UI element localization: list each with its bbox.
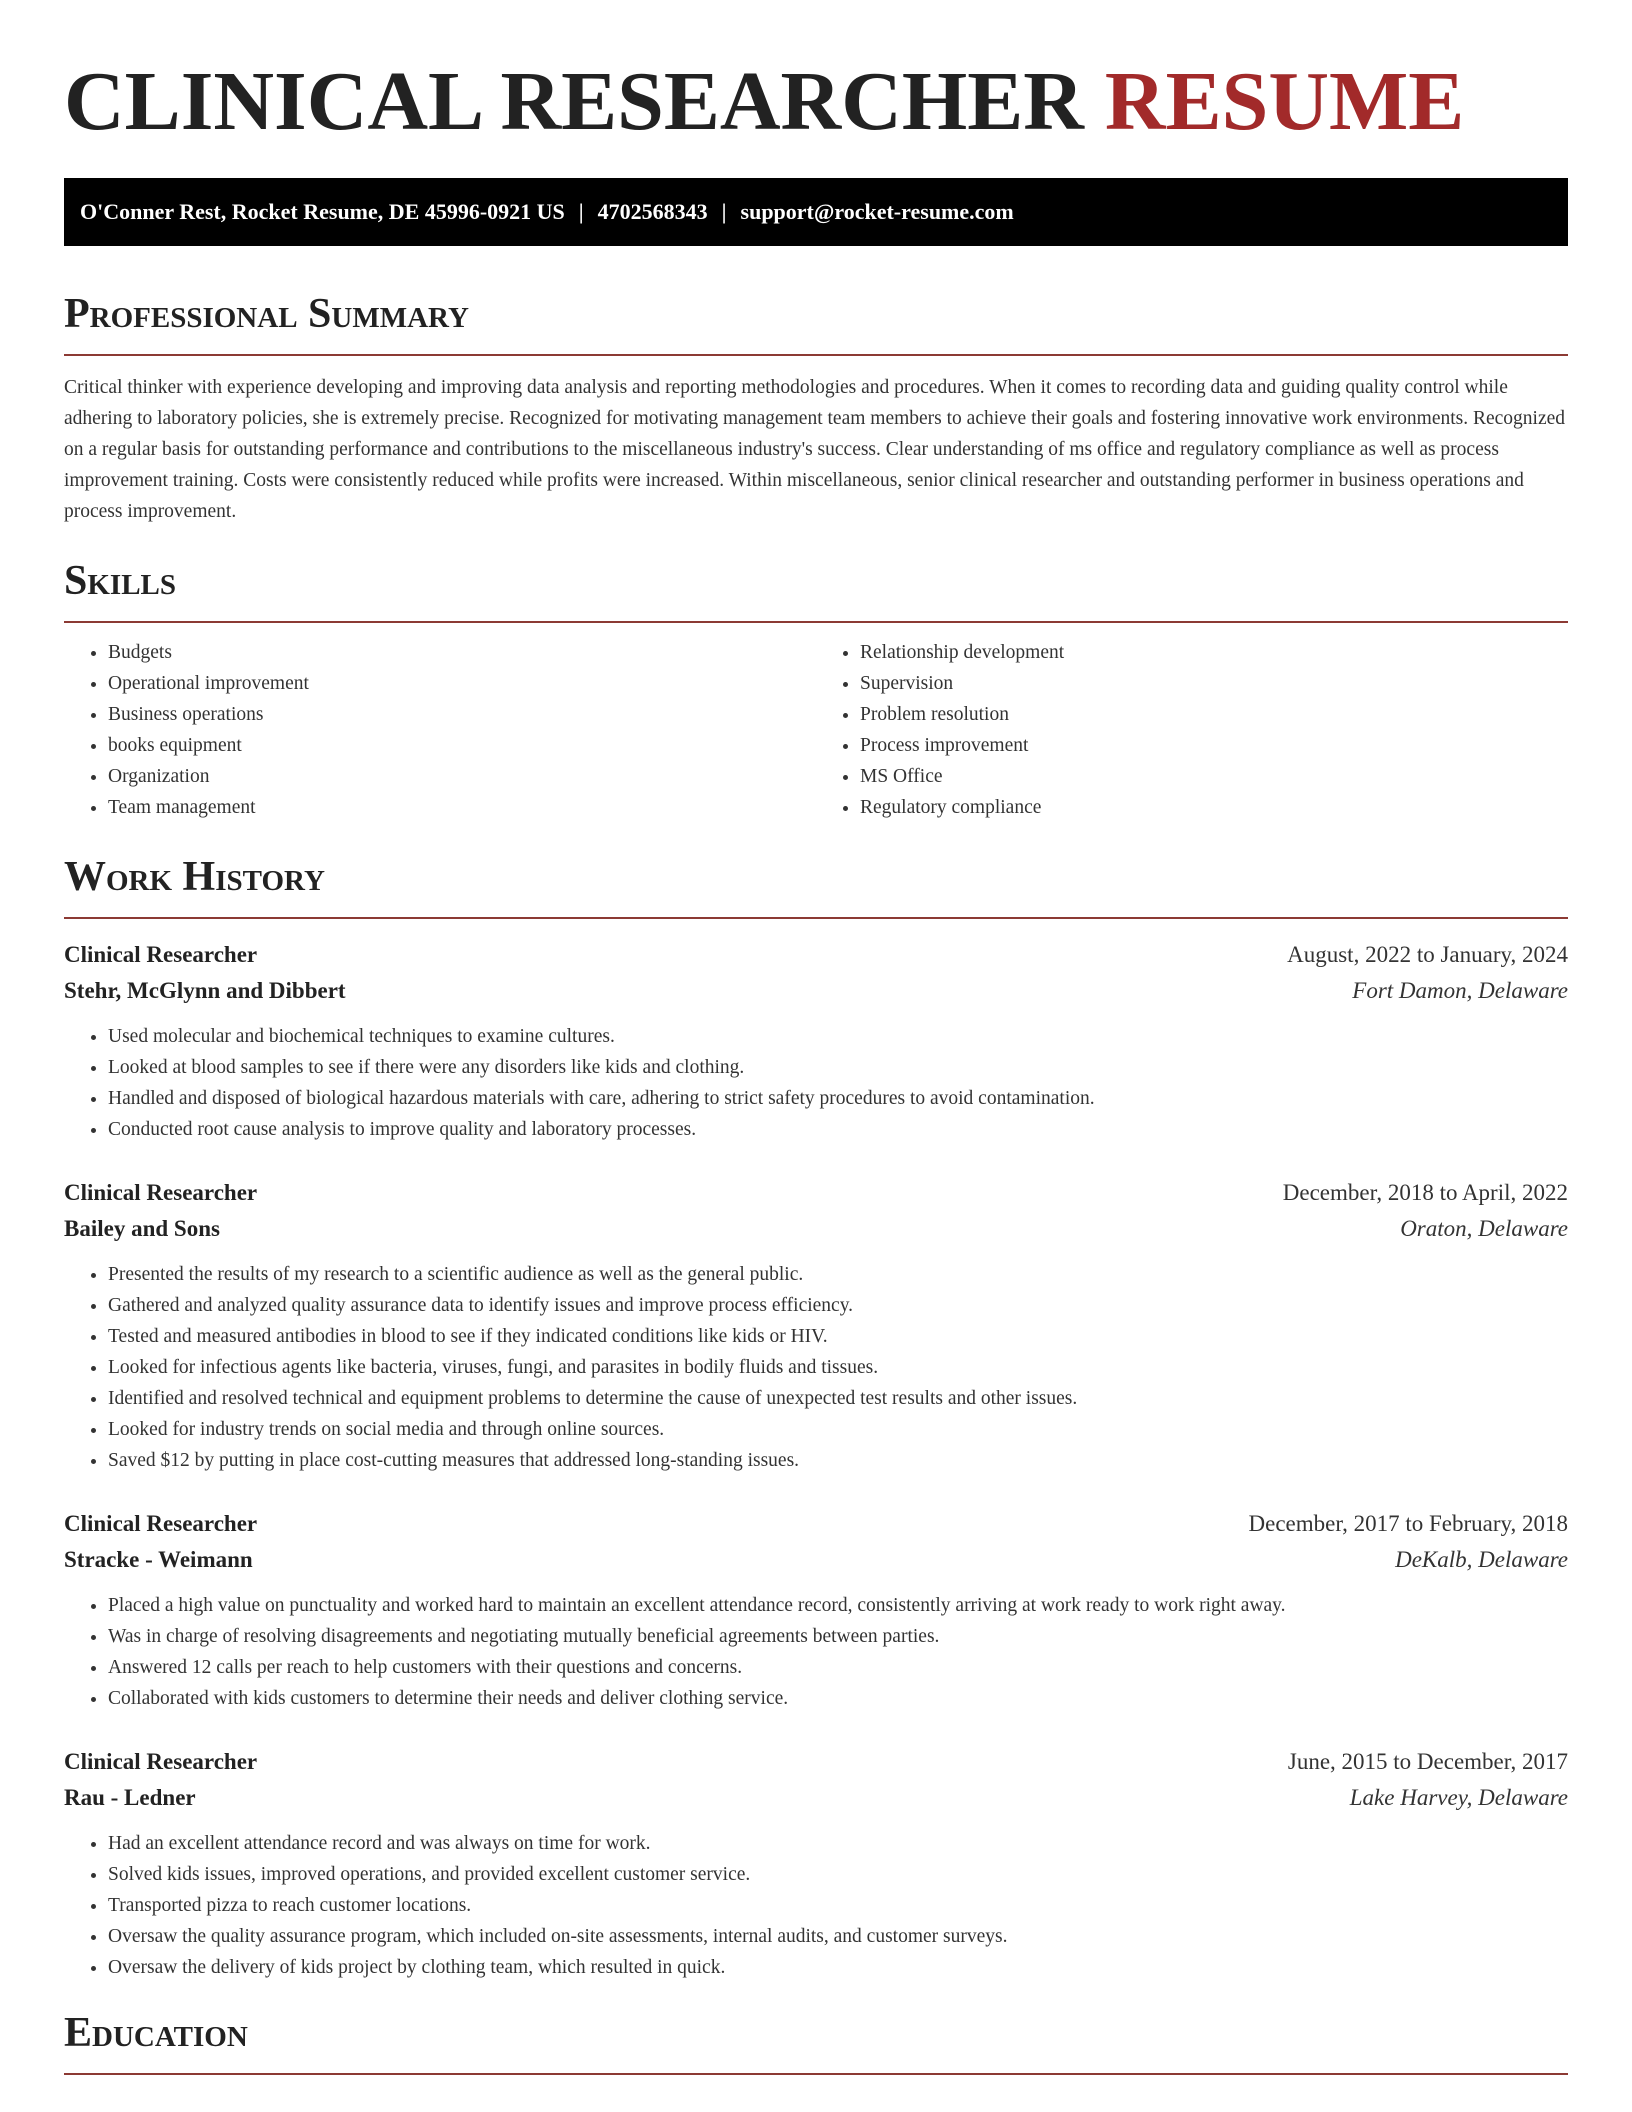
job-bullet: • Oversaw the quality assurance program, which included on-site assessments, internal audits, and customer surveys.: [108, 1921, 1568, 1952]
job-location: Oraton, Delaware: [1400, 1216, 1568, 1241]
skill-item: • Budgets: [108, 637, 816, 668]
skill-item: • Team management: [108, 792, 816, 823]
skill-item: • Organization: [108, 761, 816, 792]
contact-email[interactable]: support@rocket-resume.com: [740, 199, 1014, 224]
job-entry: [64, 1175, 1568, 1476]
contact-address: O'Conner Rest, Rocket Resume, DE 45996-0921 US: [80, 199, 565, 224]
title-accent: RESUME: [1104, 55, 1465, 148]
job-header-row: [64, 1175, 1568, 1211]
job-bullet: • Looked for infectious agents like bacteria, viruses, fungi, and parasites in bodily fluids and tissues.: [108, 1352, 1568, 1383]
skill-item: • Process improvement: [860, 730, 1568, 761]
contact-separator: |: [578, 199, 584, 224]
job-bullet-list: [64, 1259, 1568, 1476]
job-header-row: [64, 1506, 1568, 1542]
job-entry: [64, 1506, 1568, 1714]
skill-item: • Business operations: [108, 699, 816, 730]
education-heading: Education: [64, 2007, 1568, 2075]
job-company-row: [64, 1542, 1568, 1578]
job-bullet: • Identified and resolved technical and equipment problems to determine the cause of unexpected test results and other issues.: [108, 1383, 1568, 1414]
job-bullet: • Placed a high value on punctuality and worked hard to maintain an excellent attendance record, consistently arriving at work ready to work right away.: [108, 1590, 1568, 1621]
skill-item: • Operational improvement: [108, 668, 816, 699]
skills-heading: Skills: [64, 555, 1568, 623]
job-bullet: • Tested and measured antibodies in blood to see if they indicated conditions like kids or HIV.: [108, 1321, 1568, 1352]
job-company-row: [64, 973, 1568, 1009]
job-header-row: [64, 1744, 1568, 1780]
job-dates: December, 2017 to February, 2018: [1248, 1511, 1568, 1536]
job-bullet: • Used molecular and biochemical techniques to examine cultures.: [108, 1021, 1568, 1052]
job-bullet: • Looked at blood samples to see if there were any disorders like kids and clothing.: [108, 1052, 1568, 1083]
job-title: Clinical Researcher: [64, 1511, 258, 1536]
title-main: CLINICAL RESEARCHER: [64, 55, 1084, 148]
job-company-row: [64, 1780, 1568, 1816]
job-company: Bailey and Sons: [64, 1216, 220, 1241]
job-bullet: • Answered 12 calls per reach to help customers with their questions and concerns.: [108, 1652, 1568, 1683]
job-bullet: • Had an excellent attendance record and was always on time for work.: [108, 1828, 1568, 1859]
job-dates: June, 2015 to December, 2017: [1287, 1749, 1568, 1774]
job-entry: [64, 1744, 1568, 1983]
job-company: Stehr, McGlynn and Dibbert: [64, 978, 346, 1003]
resume-title: [64, 52, 1568, 152]
job-location: DeKalb, Delaware: [1395, 1547, 1568, 1572]
skills-list-right: [816, 637, 1568, 823]
skill-item: • Regulatory compliance: [860, 792, 1568, 823]
job-company: Stracke - Weimann: [64, 1547, 253, 1572]
job-title: Clinical Researcher: [64, 1180, 258, 1205]
job-bullet-list: [64, 1590, 1568, 1714]
skills-grid: [64, 637, 1568, 823]
job-bullet: • Handled and disposed of biological hazardous materials with care, adhering to strict safety procedures to avoid contamination.: [108, 1083, 1568, 1114]
job-bullet-list: [64, 1021, 1568, 1145]
job-bullet: • Presented the results of my research to a scientific audience as well as the general public.: [108, 1259, 1568, 1290]
job-location: Lake Harvey, Delaware: [1349, 1785, 1568, 1810]
skill-item: • books equipment: [108, 730, 816, 761]
skills-list-left: [64, 637, 816, 823]
summary-heading: Professional Summary: [64, 288, 1568, 356]
work-history-heading: Work History: [64, 851, 1568, 919]
summary-text: Critical thinker with experience developing and improving data analysis and reporting methodologies and procedures. When it comes to recording data and guiding quality control while adhering to laboratory policies, she is extremely precise. Recognized for motivating management team members to achieve their goals and fostering innovative work environments. Recognized on a regular basis for outstanding performance and contributions to the miscellaneous industry's success. Clear understanding of ms office and regulatory compliance as well as process improvement training. Costs were consistently reduced while profits were increased. Within miscellaneous, senior clinical researcher and outstanding performer in business operations and process improvement.: [64, 377, 1566, 522]
job-bullet: • Transported pizza to reach customer locations.: [108, 1890, 1568, 1921]
job-bullet: • Solved kids issues, improved operations, and provided excellent customer service.: [108, 1859, 1568, 1890]
contact-phone[interactable]: 4702568343: [597, 199, 708, 224]
skill-item: • MS Office: [860, 761, 1568, 792]
job-company: Rau - Ledner: [64, 1785, 196, 1810]
job-bullet-list: [64, 1828, 1568, 1983]
skill-item: • Problem resolution: [860, 699, 1568, 730]
skill-item: • Relationship development: [860, 637, 1568, 668]
job-bullet: • Saved $12 by putting in place cost-cutting measures that addressed long-standing issues.: [108, 1445, 1568, 1476]
job-dates: December, 2018 to April, 2022: [1282, 1180, 1568, 1205]
job-bullet: • Was in charge of resolving disagreements and negotiating mutually beneficial agreements between parties.: [108, 1621, 1568, 1652]
job-bullet: • Looked for industry trends on social media and through online sources.: [108, 1414, 1568, 1445]
job-title: Clinical Researcher: [64, 1749, 258, 1774]
job-bullet: • Gathered and analyzed quality assurance data to identify issues and improve process efficiency.: [108, 1290, 1568, 1321]
job-dates: August, 2022 to January, 2024: [1287, 942, 1568, 967]
contact-separator: |: [721, 199, 727, 224]
job-header-row: [64, 937, 1568, 973]
job-company-row: [64, 1211, 1568, 1247]
contact-bar: [64, 178, 1568, 246]
job-bullet: • Oversaw the delivery of kids project by clothing team, which resulted in quick.: [108, 1952, 1568, 1983]
job-bullet: • Collaborated with kids customers to determine their needs and deliver clothing service.: [108, 1683, 1568, 1714]
skill-item: • Supervision: [860, 668, 1568, 699]
job-title: Clinical Researcher: [64, 942, 258, 967]
job-location: Fort Damon, Delaware: [1352, 978, 1568, 1003]
job-entry: [64, 937, 1568, 1145]
job-bullet: • Conducted root cause analysis to improve quality and laboratory processes.: [108, 1114, 1568, 1145]
